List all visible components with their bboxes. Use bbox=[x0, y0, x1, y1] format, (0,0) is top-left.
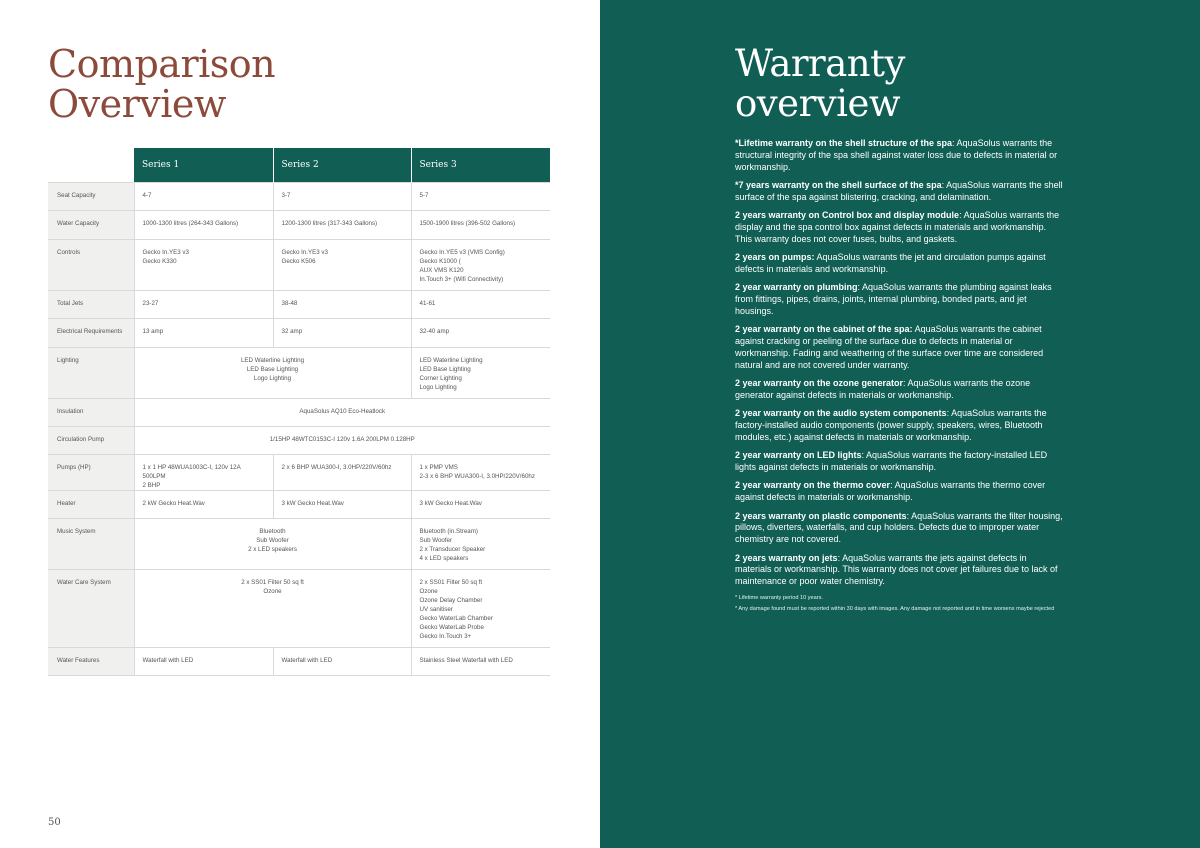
warranty-item bbox=[735, 180, 1065, 204]
table-cell: 2 x SS01 Filter 50 sq ft Ozone Ozone Delay Chamber UV sanitiser Gecko WaterLab Chamber Gecko WaterLab Probe Gecko In.Touch 3+ bbox=[411, 570, 550, 648]
warranty-item bbox=[735, 450, 1065, 474]
warranty-title-line1: Warranty bbox=[735, 42, 905, 85]
warranty-list bbox=[735, 138, 1065, 618]
table-body bbox=[48, 183, 550, 676]
table-header-series-2: Series 2 bbox=[273, 148, 411, 183]
table-cell: 2 x SS01 Filter 50 sq ft Ozone bbox=[134, 570, 411, 648]
warranty-item-heading: 2 year warranty on LED lights bbox=[735, 450, 862, 461]
comparison-title bbox=[48, 44, 275, 124]
table-header-blank bbox=[48, 148, 134, 183]
table-header-series-1: Series 1 bbox=[134, 148, 273, 183]
table-cell: 3-7 bbox=[273, 183, 411, 211]
table-row bbox=[48, 455, 550, 491]
warranty-item-text: : AquaSolus warrants the display and the spa control box against defects in materials and workmanship. This warranty does not cover fuses, bulbs, and gaskets. bbox=[735, 210, 1060, 244]
table-cell: 32 amp bbox=[273, 319, 411, 348]
warranty-item bbox=[735, 138, 1065, 174]
table-row bbox=[48, 319, 550, 348]
row-label: Insulation bbox=[48, 399, 134, 427]
comparison-table bbox=[48, 148, 550, 676]
row-label: Electrical Requirements bbox=[48, 319, 134, 348]
table-row bbox=[48, 211, 550, 240]
warranty-item-text: AquaSolus warrants the jet and circulation pumps against defects in materials and workmanship. bbox=[735, 252, 1046, 275]
table-cell: Bluetooth Sub Woofer 2 x LED speakers bbox=[134, 519, 411, 570]
warranty-item bbox=[735, 282, 1065, 318]
warranty-item-heading: 2 years warranty on plastic components bbox=[735, 510, 907, 521]
warranty-footnote: * Any damage found must be reported within 30 days with images. Any damage not reported and in time worsens maybe rejected bbox=[735, 606, 1055, 613]
table-header-series-3: Series 3 bbox=[411, 148, 550, 183]
row-label: Circulation Pump bbox=[48, 427, 134, 455]
warranty-item bbox=[735, 480, 1065, 504]
table-cell: Waterfall with LED bbox=[273, 648, 411, 676]
warranty-item-heading: 2 year warranty on plumbing bbox=[735, 282, 858, 293]
table-cell: 4-7 bbox=[134, 183, 273, 211]
warranty-item-heading: 2 year warranty on the cabinet of the spa: bbox=[735, 324, 913, 335]
table-cell: Gecko In.YE3 v3 Gecko K330 bbox=[134, 240, 273, 291]
table-cell: 1000-1300 litres (264-343 Gallons) bbox=[134, 211, 273, 240]
warranty-item-heading: *7 years warranty on the shell surface of the spa bbox=[735, 180, 942, 191]
warranty-item-heading: 2 year warranty on the audio system components bbox=[735, 408, 947, 419]
table-row bbox=[48, 240, 550, 291]
warranty-item-text: AquaSolus warrants the cabinet against cracking or peeling of the surface due to defects in material or workmanship. Fading and weathering of the surface over time are considered natural and are not covered under warranty. bbox=[735, 324, 1044, 370]
table-cell: 3 kW Gecko Heat.Wav bbox=[411, 491, 550, 519]
row-label: Controls bbox=[48, 240, 134, 291]
table-cell: LED Waterline Lighting LED Base Lighting Logo Lighting bbox=[134, 348, 411, 399]
warranty-item bbox=[735, 324, 1065, 372]
warranty-item-heading: 2 year warranty on the ozone generator bbox=[735, 378, 904, 389]
table-cell: Bluetooth (in.Stream) Sub Woofer 2 x Transducer Speaker 4 x LED speakers bbox=[411, 519, 550, 570]
table-cell: 38-48 bbox=[273, 291, 411, 319]
warranty-item bbox=[735, 210, 1065, 246]
row-label: Water Capacity bbox=[48, 211, 134, 240]
table-cell: 1200-1300 litres (317-343 Gallons) bbox=[273, 211, 411, 240]
row-label: Total Jets bbox=[48, 291, 134, 319]
warranty-item-text: : AquaSolus warrants the factory-installed audio components (power supply, speakers, wires, Bluetooth modules, etc.) against defects in materials or workmanship. bbox=[735, 408, 1047, 443]
row-label: Heater bbox=[48, 491, 134, 519]
warranty-item-text: : AquaSolus warrants the plumbing against leaks from fittings, pipes, drains, joints, internal plumbing, bonded parts, and jet housings. bbox=[735, 282, 1052, 317]
table-cell: 13 amp bbox=[134, 319, 273, 348]
table-cell: 23-27 bbox=[134, 291, 273, 319]
table-cell: AquaSolus AQ10 Eco-Heatlock bbox=[134, 399, 550, 427]
row-label: Pumps (HP) bbox=[48, 455, 134, 491]
warranty-item-heading: *Lifetime warranty on the shell structure of the spa bbox=[735, 138, 953, 148]
comparison-title-line2: Overview bbox=[48, 82, 226, 126]
table-row bbox=[48, 648, 550, 676]
table-cell: 1/15HP 48WTC0153C-I 120v 1.6A 200LPM 0.128HP bbox=[134, 427, 550, 455]
table-cell: 2 kW Gecko Heat.Wav bbox=[134, 491, 273, 519]
warranty-item-heading: 2 years warranty on Control box and display module bbox=[735, 210, 960, 221]
row-label: Water Features bbox=[48, 648, 134, 676]
table-cell: 2 x 6 BHP WUA300-I, 3.0HP/220V/60hz bbox=[273, 455, 411, 491]
table-cell: Waterfall with LED bbox=[134, 648, 273, 676]
table-row bbox=[48, 427, 550, 455]
table-cell: LED Waterline Lighting LED Base Lighting Corner Lighting Logo Lighting bbox=[411, 348, 550, 399]
warranty-item bbox=[735, 553, 1065, 589]
table-cell: Stainless Steel Waterfall with LED bbox=[411, 648, 550, 676]
warranty-item bbox=[735, 378, 1065, 402]
table-cell: 41-61 bbox=[411, 291, 550, 319]
warranty-item bbox=[735, 511, 1065, 547]
table-cell: 1 x 1 HP 48WUA1003C-I, 120v 12A 500LPM 2 BHP bbox=[134, 455, 273, 491]
table-cell: Gecko In.YE3 v3 Gecko K506 bbox=[273, 240, 411, 291]
row-label: Water Care System bbox=[48, 570, 134, 648]
warranty-item-text: : AquaSolus warrants the shell surface of the spa against blistering, cracking, and delamination. bbox=[735, 180, 1063, 202]
table-cell: 1500-1900 litres (396-502 Gallons) bbox=[411, 211, 550, 240]
table-cell: 3 kW Gecko Heat.Wav bbox=[273, 491, 411, 519]
warranty-item-heading: 2 years on pumps: bbox=[735, 252, 815, 263]
comparison-title-line1: Comparison bbox=[48, 42, 276, 86]
row-label: Music System bbox=[48, 519, 134, 570]
warranty-item-text: : AquaSolus warrants the factory-installed LED lights against defects in materials or workmanship. bbox=[735, 450, 1048, 473]
table-row bbox=[48, 519, 550, 570]
row-label: Seat Capacity bbox=[48, 183, 134, 211]
table-row bbox=[48, 491, 550, 519]
warranty-item-text: : AquaSolus warrants the structural integrity of the spa shell against water loss due to defects in material or workmanship. bbox=[735, 138, 1058, 172]
table-cell: 32-40 amp bbox=[411, 319, 550, 348]
table-header-row bbox=[48, 148, 550, 183]
table-cell: 5-7 bbox=[411, 183, 550, 211]
page-number: 50 bbox=[48, 817, 61, 828]
warranty-item bbox=[735, 408, 1065, 444]
warranty-item-text: : AquaSolus warrants the thermo cover against defects in materials or workmanship. bbox=[735, 480, 1046, 503]
warranty-item-text: : AquaSolus warrants the ozone generator against defects in materials or workmanship. bbox=[735, 378, 1031, 401]
table-cell: 1 x PMP VMS 2-3 x 6 BHP WUA300-I, 3.0HP/220V/60hz bbox=[411, 455, 550, 491]
warranty-footnote: * Lifetime warranty period 10 years. bbox=[735, 594, 823, 601]
warranty-item-heading: 2 year warranty on the thermo cover bbox=[735, 480, 891, 491]
table-row bbox=[48, 291, 550, 319]
warranty-item-text: : AquaSolus warrants the filter housing, pillows, diverters, waterfalls, and cup holders. Defects due to improper water chemistry are not covered. bbox=[735, 510, 1063, 545]
table-row bbox=[48, 570, 550, 648]
warranty-title bbox=[735, 44, 905, 124]
warranty-item bbox=[735, 252, 1065, 276]
row-label: Lighting bbox=[48, 348, 134, 399]
table-row bbox=[48, 399, 550, 427]
warranty-item-heading: 2 years warranty on jets bbox=[735, 552, 838, 563]
table-cell: Gecko In.YE5 v3 (VMS Config) Gecko K1000 ( AUX VMS K120 In.Touch 3+ (Wifi Connectivity) bbox=[411, 240, 550, 291]
warranty-title-line2: overview bbox=[735, 82, 901, 125]
table-row bbox=[48, 348, 550, 399]
table-row bbox=[48, 183, 550, 211]
warranty-item-text: : AquaSolus warrants the jets against defects in materials or workmanship. This warranty does not cover jet failures due to lack of maintenance or poor water chemistry. bbox=[735, 552, 1058, 587]
